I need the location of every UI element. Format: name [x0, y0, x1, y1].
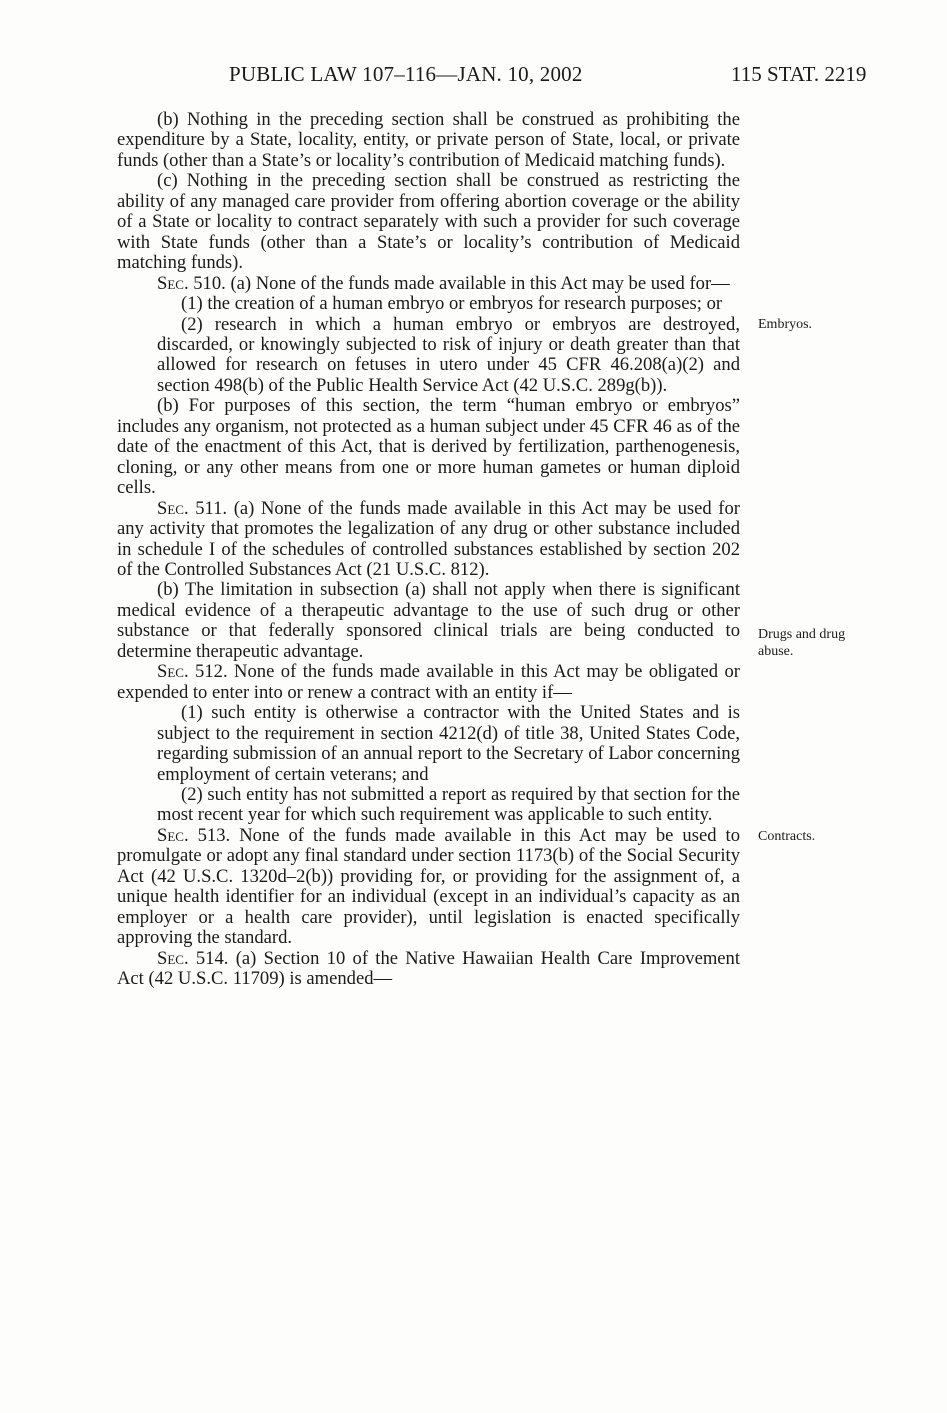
law-citation: PUBLIC LAW 107–116—JAN. 10, 2002 [229, 62, 583, 86]
section-label: Sec. [157, 947, 189, 969]
margin-note-drugs-line2: abuse. [758, 644, 794, 659]
section-text: 512. None of the funds made available in this Act may be obligated or expended to enter into or renew a contract with an entity if— [117, 661, 740, 703]
section-label: Sec. [157, 661, 189, 683]
statute-page-number: 115 STAT. 2219 [731, 62, 867, 86]
section-512-item-1: (1) such entity is otherwise a contractor with the United States and is subject to the requirement in section 4212(d) of title 38, United States Code, regarding submission of an annual report to the Secretary of Labor concerning employment of certain veterans; and [157, 702, 740, 785]
paragraph-c-509: (c) Nothing in the preceding section shall be construed as restricting the ability of any managed care provider from offering abortion coverage or the ability of a State or locality to contract separately with such a provider for such coverage with State funds (other than a State’s or locality’s contribution of Medicaid matching funds). [117, 170, 740, 274]
margin-note-drugs [758, 626, 908, 660]
margin-note-drugs-line1: Drugs and drug [758, 627, 846, 642]
paragraph-b-509: (b) Nothing in the preceding section shall be construed as prohibiting the expenditure by a State, locality, entity, or private person of State, local, or private funds (other than a State’s or locality’s contribution of Medicaid matching funds). [117, 109, 740, 171]
section-510-b: (b) For purposes of this section, the term “human embryo or embryos” includes any organism, not protected as a human subject under 45 CFR 46 as of the date of the enactment of this Act, that is derived by fertilization, parthenogenesis, cloning, or any other means from one or more human gametes or human diploid cells. [117, 395, 740, 499]
section-label: Sec. [157, 497, 189, 519]
section-label: Sec. [157, 824, 189, 846]
section-label: Sec. [157, 272, 189, 294]
law-body [117, 110, 740, 989]
section-510-item-1: (1) the creation of a human embryo or embryos for research purposes; or [181, 293, 723, 315]
section-512 [117, 662, 740, 703]
section-text: 514. (a) Section 10 of the Native Hawaiian Health Care Improvement Act (42 U.S.C. 11709) is amended— [117, 947, 740, 990]
margin-note-contracts: Contracts. [758, 829, 816, 844]
section-text: 513. None of the funds made available in this Act may be used to promulgate or adopt any final standard under section 1173(b) of the Social Security Act (42 U.S.C. 1320d–2(b)) providing for, or providing for the assignment of, a unique health identifier for an individual (except in an individual’s capacity as an employer or a health care provider), until legislation is enacted specifically approving the standard. [117, 824, 740, 949]
section-510-item-2: (2) research in which a human embryo or embryos are destroyed, discarded, or knowingly subjected to risk of injury or death greater than that allowed for research on fetuses in utero under 45 CFR 46.208(a)(2) and section 498(b) of the Public Health Service Act (42 U.S.C. 289g(b)). [157, 313, 740, 396]
section-text: 511. (a) None of the funds made available in this Act may be used for any activity that promotes the legalization of any drug or other substance included in schedule I of the schedules of controlled substances established by section 202 of the Controlled Substances Act (21 U.S.C. 812). [117, 497, 740, 580]
section-513 [117, 826, 740, 949]
page-header [0, 62, 947, 92]
section-511-b: (b) The limitation in subsection (a) shall not apply when there is significant medical evidence of a therapeutic advantage to the use of such drug or other substance or that federally sponsored clinical trials are being conducted to determine therapeutic advantage. [117, 579, 740, 662]
margin-note-embryos: Embryos. [758, 317, 813, 332]
section-512-item-2: (2) such entity has not submitted a report as required by that section for the most recent year for which such requirement was applicable to such entity. [157, 783, 740, 826]
section-511-a [117, 499, 740, 581]
section-text: 510. (a) None of the funds made available in this Act may be used for— [188, 272, 730, 294]
section-510-a [117, 274, 740, 294]
section-514-a [117, 949, 740, 990]
